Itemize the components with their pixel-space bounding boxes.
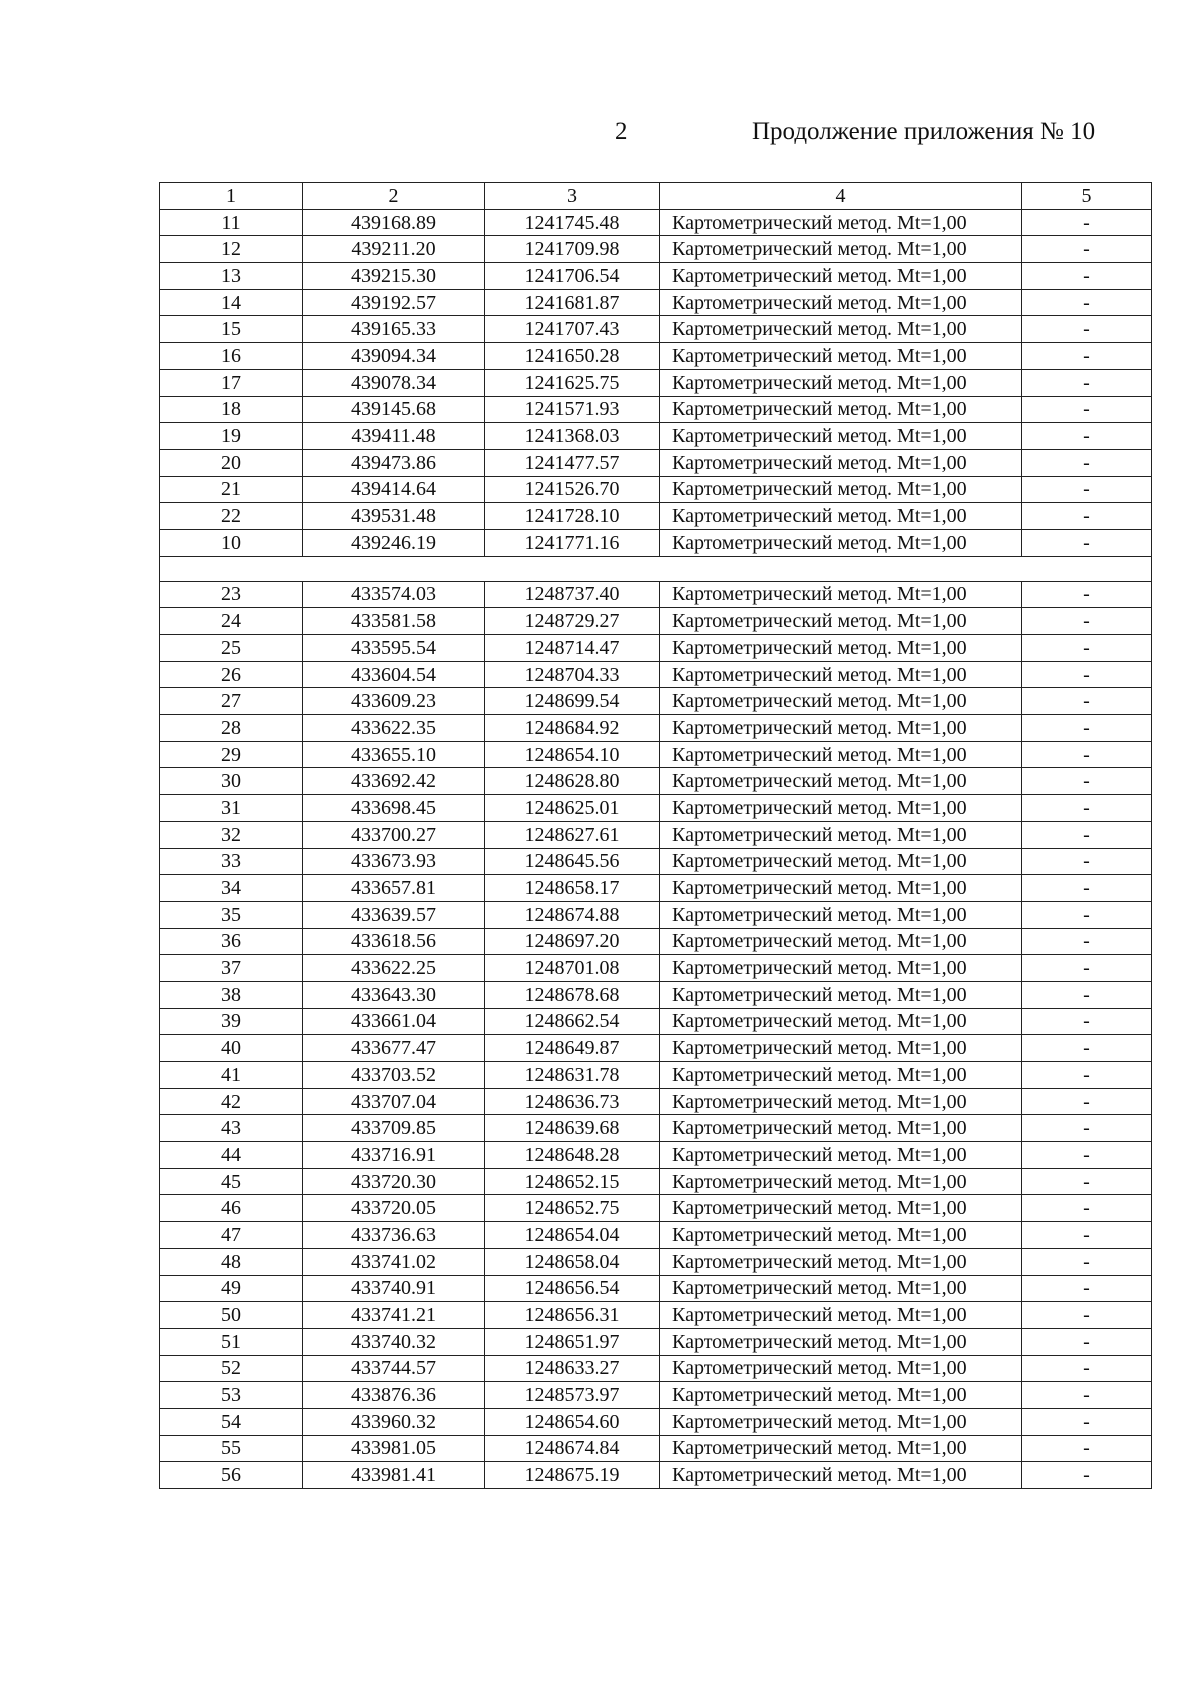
- y-coordinate-cell: 1248658.04: [485, 1248, 660, 1275]
- method-cell: Картометрический метод. Mt=1,00: [660, 1382, 1022, 1409]
- method-cell: Картометрический метод. Mt=1,00: [660, 981, 1022, 1008]
- x-coordinate-cell: 439414.64: [303, 476, 485, 503]
- method-cell: Картометрический метод. Mt=1,00: [660, 236, 1022, 263]
- y-coordinate-cell: 1248737.40: [485, 581, 660, 608]
- note-cell: -: [1022, 688, 1152, 715]
- note-cell: -: [1022, 449, 1152, 476]
- x-coordinate-cell: 433720.05: [303, 1195, 485, 1222]
- method-cell: Картометрический метод. Mt=1,00: [660, 503, 1022, 530]
- method-cell: Картометрический метод. Mt=1,00: [660, 209, 1022, 236]
- y-coordinate-cell: 1248729.27: [485, 608, 660, 635]
- x-coordinate-cell: 433622.35: [303, 715, 485, 742]
- method-cell: Картометрический метод. Mt=1,00: [660, 1142, 1022, 1169]
- header-cell-5: 5: [1022, 183, 1152, 210]
- table-row: [160, 369, 1152, 396]
- table-row: [160, 635, 1152, 662]
- note-cell: -: [1022, 635, 1152, 662]
- x-coordinate-cell: 439094.34: [303, 343, 485, 370]
- y-coordinate-cell: 1248697.20: [485, 928, 660, 955]
- point-number-cell: 19: [160, 423, 303, 450]
- table-row: [160, 981, 1152, 1008]
- y-coordinate-cell: 1248678.68: [485, 981, 660, 1008]
- method-cell: Картометрический метод. Mt=1,00: [660, 1462, 1022, 1489]
- table-row: [160, 1115, 1152, 1142]
- coordinates-table-body: [160, 183, 1152, 1489]
- method-cell: Картометрический метод. Mt=1,00: [660, 1275, 1022, 1302]
- point-number-cell: 28: [160, 715, 303, 742]
- table-row: [160, 529, 1152, 556]
- y-coordinate-cell: 1248675.19: [485, 1462, 660, 1489]
- table-row: [160, 1435, 1152, 1462]
- point-number-cell: 51: [160, 1328, 303, 1355]
- point-number-cell: 27: [160, 688, 303, 715]
- note-cell: -: [1022, 1115, 1152, 1142]
- point-number-cell: 56: [160, 1462, 303, 1489]
- point-number-cell: 55: [160, 1435, 303, 1462]
- y-coordinate-cell: 1248648.28: [485, 1142, 660, 1169]
- x-coordinate-cell: 439215.30: [303, 263, 485, 290]
- note-cell: -: [1022, 529, 1152, 556]
- y-coordinate-cell: 1241771.16: [485, 529, 660, 556]
- point-number-cell: 24: [160, 608, 303, 635]
- group-separator-cell: [160, 556, 1152, 581]
- method-cell: Картометрический метод. Mt=1,00: [660, 1035, 1022, 1062]
- table-row: [160, 1088, 1152, 1115]
- table-row: [160, 955, 1152, 982]
- y-coordinate-cell: 1248645.56: [485, 848, 660, 875]
- y-coordinate-cell: 1248639.68: [485, 1115, 660, 1142]
- table-row: [160, 476, 1152, 503]
- x-coordinate-cell: 433661.04: [303, 1008, 485, 1035]
- y-coordinate-cell: 1248573.97: [485, 1382, 660, 1409]
- x-coordinate-cell: 433700.27: [303, 821, 485, 848]
- y-coordinate-cell: 1241706.54: [485, 263, 660, 290]
- method-cell: Картометрический метод. Mt=1,00: [660, 476, 1022, 503]
- y-coordinate-cell: 1248701.08: [485, 955, 660, 982]
- table-row: [160, 1195, 1152, 1222]
- method-cell: Картометрический метод. Mt=1,00: [660, 608, 1022, 635]
- method-cell: Картометрический метод. Mt=1,00: [660, 661, 1022, 688]
- point-number-cell: 44: [160, 1142, 303, 1169]
- table-row: [160, 1355, 1152, 1382]
- note-cell: -: [1022, 1382, 1152, 1409]
- point-number-cell: 11: [160, 209, 303, 236]
- page-heading: Продолжение приложения № 10: [752, 118, 1096, 145]
- point-number-cell: 47: [160, 1222, 303, 1249]
- note-cell: -: [1022, 1435, 1152, 1462]
- method-cell: Картометрический метод. Mt=1,00: [660, 848, 1022, 875]
- header-cell-2: 2: [303, 183, 485, 210]
- method-cell: Картометрический метод. Mt=1,00: [660, 768, 1022, 795]
- table-row: [160, 1408, 1152, 1435]
- table-row: [160, 1328, 1152, 1355]
- method-cell: Картометрический метод. Mt=1,00: [660, 635, 1022, 662]
- x-coordinate-cell: 433703.52: [303, 1062, 485, 1089]
- y-coordinate-cell: 1248625.01: [485, 795, 660, 822]
- point-number-cell: 42: [160, 1088, 303, 1115]
- method-cell: Картометрический метод. Mt=1,00: [660, 263, 1022, 290]
- x-coordinate-cell: 433677.47: [303, 1035, 485, 1062]
- point-number-cell: 52: [160, 1355, 303, 1382]
- table-header-row: [160, 183, 1152, 210]
- y-coordinate-cell: 1241707.43: [485, 316, 660, 343]
- x-coordinate-cell: 433740.32: [303, 1328, 485, 1355]
- table-row: [160, 661, 1152, 688]
- point-number-cell: 54: [160, 1408, 303, 1435]
- x-coordinate-cell: 433618.56: [303, 928, 485, 955]
- note-cell: -: [1022, 1275, 1152, 1302]
- note-cell: -: [1022, 263, 1152, 290]
- note-cell: -: [1022, 316, 1152, 343]
- point-number-cell: 20: [160, 449, 303, 476]
- note-cell: -: [1022, 795, 1152, 822]
- point-number-cell: 53: [160, 1382, 303, 1409]
- x-coordinate-cell: 433622.25: [303, 955, 485, 982]
- y-coordinate-cell: 1248654.10: [485, 741, 660, 768]
- point-number-cell: 17: [160, 369, 303, 396]
- note-cell: -: [1022, 1008, 1152, 1035]
- header-cell-3: 3: [485, 183, 660, 210]
- note-cell: -: [1022, 343, 1152, 370]
- coordinates-table: [159, 182, 1152, 1489]
- note-cell: -: [1022, 768, 1152, 795]
- y-coordinate-cell: 1248714.47: [485, 635, 660, 662]
- x-coordinate-cell: 439411.48: [303, 423, 485, 450]
- table-row: [160, 343, 1152, 370]
- x-coordinate-cell: 439531.48: [303, 503, 485, 530]
- y-coordinate-cell: 1248633.27: [485, 1355, 660, 1382]
- table-row: [160, 1248, 1152, 1275]
- point-number-cell: 21: [160, 476, 303, 503]
- y-coordinate-cell: 1248627.61: [485, 821, 660, 848]
- method-cell: Картометрический метод. Mt=1,00: [660, 1355, 1022, 1382]
- x-coordinate-cell: 433639.57: [303, 901, 485, 928]
- point-number-cell: 33: [160, 848, 303, 875]
- method-cell: Картометрический метод. Mt=1,00: [660, 928, 1022, 955]
- method-cell: Картометрический метод. Mt=1,00: [660, 821, 1022, 848]
- method-cell: Картометрический метод. Mt=1,00: [660, 688, 1022, 715]
- x-coordinate-cell: 439473.86: [303, 449, 485, 476]
- x-coordinate-cell: 433604.54: [303, 661, 485, 688]
- x-coordinate-cell: 433744.57: [303, 1355, 485, 1382]
- point-number-cell: 31: [160, 795, 303, 822]
- point-number-cell: 46: [160, 1195, 303, 1222]
- x-coordinate-cell: 433655.10: [303, 741, 485, 768]
- x-coordinate-cell: 439211.20: [303, 236, 485, 263]
- method-cell: Картометрический метод. Mt=1,00: [660, 1248, 1022, 1275]
- point-number-cell: 37: [160, 955, 303, 982]
- y-coordinate-cell: 1248649.87: [485, 1035, 660, 1062]
- point-number-cell: 50: [160, 1302, 303, 1329]
- x-coordinate-cell: 433981.41: [303, 1462, 485, 1489]
- table-row: [160, 503, 1152, 530]
- x-coordinate-cell: 439078.34: [303, 369, 485, 396]
- note-cell: -: [1022, 209, 1152, 236]
- note-cell: -: [1022, 1088, 1152, 1115]
- table-row: [160, 1035, 1152, 1062]
- x-coordinate-cell: 433657.81: [303, 875, 485, 902]
- group-separator-row: [160, 556, 1152, 581]
- note-cell: -: [1022, 1168, 1152, 1195]
- y-coordinate-cell: 1248656.54: [485, 1275, 660, 1302]
- point-number-cell: 49: [160, 1275, 303, 1302]
- point-number-cell: 29: [160, 741, 303, 768]
- x-coordinate-cell: 433692.42: [303, 768, 485, 795]
- x-coordinate-cell: 439145.68: [303, 396, 485, 423]
- point-number-cell: 15: [160, 316, 303, 343]
- method-cell: Картометрический метод. Mt=1,00: [660, 875, 1022, 902]
- x-coordinate-cell: 433876.36: [303, 1382, 485, 1409]
- note-cell: -: [1022, 396, 1152, 423]
- point-number-cell: 12: [160, 236, 303, 263]
- note-cell: -: [1022, 1195, 1152, 1222]
- note-cell: -: [1022, 608, 1152, 635]
- note-cell: -: [1022, 848, 1152, 875]
- note-cell: -: [1022, 369, 1152, 396]
- x-coordinate-cell: 433673.93: [303, 848, 485, 875]
- note-cell: -: [1022, 1222, 1152, 1249]
- note-cell: -: [1022, 1408, 1152, 1435]
- note-cell: -: [1022, 581, 1152, 608]
- point-number-cell: 23: [160, 581, 303, 608]
- method-cell: Картометрический метод. Mt=1,00: [660, 741, 1022, 768]
- method-cell: Картометрический метод. Mt=1,00: [660, 1168, 1022, 1195]
- method-cell: Картометрический метод. Mt=1,00: [660, 1062, 1022, 1089]
- note-cell: -: [1022, 981, 1152, 1008]
- x-coordinate-cell: 433574.03: [303, 581, 485, 608]
- page-number: 2: [615, 118, 628, 145]
- x-coordinate-cell: 433581.58: [303, 608, 485, 635]
- table-row: [160, 795, 1152, 822]
- y-coordinate-cell: 1248636.73: [485, 1088, 660, 1115]
- note-cell: -: [1022, 1462, 1152, 1489]
- table-row: [160, 236, 1152, 263]
- table-row: [160, 848, 1152, 875]
- note-cell: -: [1022, 901, 1152, 928]
- note-cell: -: [1022, 1062, 1152, 1089]
- y-coordinate-cell: 1248656.31: [485, 1302, 660, 1329]
- table-row: [160, 715, 1152, 742]
- note-cell: -: [1022, 476, 1152, 503]
- point-number-cell: 36: [160, 928, 303, 955]
- table-row: [160, 1275, 1152, 1302]
- coordinates-table-container: [159, 182, 1151, 1489]
- table-row: [160, 316, 1152, 343]
- y-coordinate-cell: 1241368.03: [485, 423, 660, 450]
- y-coordinate-cell: 1241728.10: [485, 503, 660, 530]
- y-coordinate-cell: 1241745.48: [485, 209, 660, 236]
- y-coordinate-cell: 1248674.84: [485, 1435, 660, 1462]
- x-coordinate-cell: 439168.89: [303, 209, 485, 236]
- method-cell: Картометрический метод. Mt=1,00: [660, 1008, 1022, 1035]
- y-coordinate-cell: 1241709.98: [485, 236, 660, 263]
- header-cell-1: 1: [160, 183, 303, 210]
- method-cell: Картометрический метод. Mt=1,00: [660, 369, 1022, 396]
- table-row: [160, 768, 1152, 795]
- x-coordinate-cell: 433707.04: [303, 1088, 485, 1115]
- y-coordinate-cell: 1248631.78: [485, 1062, 660, 1089]
- method-cell: Картометрический метод. Mt=1,00: [660, 955, 1022, 982]
- table-row: [160, 1008, 1152, 1035]
- y-coordinate-cell: 1241681.87: [485, 289, 660, 316]
- note-cell: -: [1022, 503, 1152, 530]
- x-coordinate-cell: 433960.32: [303, 1408, 485, 1435]
- note-cell: -: [1022, 1248, 1152, 1275]
- point-number-cell: 40: [160, 1035, 303, 1062]
- y-coordinate-cell: 1248658.17: [485, 875, 660, 902]
- y-coordinate-cell: 1248654.04: [485, 1222, 660, 1249]
- table-row: [160, 741, 1152, 768]
- note-cell: -: [1022, 423, 1152, 450]
- method-cell: Картометрический метод. Mt=1,00: [660, 901, 1022, 928]
- table-row: [160, 1302, 1152, 1329]
- note-cell: -: [1022, 661, 1152, 688]
- x-coordinate-cell: 433716.91: [303, 1142, 485, 1169]
- table-row: [160, 1222, 1152, 1249]
- note-cell: -: [1022, 1355, 1152, 1382]
- point-number-cell: 41: [160, 1062, 303, 1089]
- method-cell: Картометрический метод. Mt=1,00: [660, 343, 1022, 370]
- note-cell: -: [1022, 955, 1152, 982]
- point-number-cell: 22: [160, 503, 303, 530]
- y-coordinate-cell: 1248674.88: [485, 901, 660, 928]
- note-cell: -: [1022, 1302, 1152, 1329]
- table-row: [160, 821, 1152, 848]
- point-number-cell: 43: [160, 1115, 303, 1142]
- point-number-cell: 14: [160, 289, 303, 316]
- method-cell: Картометрический метод. Mt=1,00: [660, 1302, 1022, 1329]
- note-cell: -: [1022, 715, 1152, 742]
- point-number-cell: 45: [160, 1168, 303, 1195]
- y-coordinate-cell: 1248684.92: [485, 715, 660, 742]
- x-coordinate-cell: 433609.23: [303, 688, 485, 715]
- x-coordinate-cell: 433741.02: [303, 1248, 485, 1275]
- method-cell: Картометрический метод. Mt=1,00: [660, 1328, 1022, 1355]
- point-number-cell: 25: [160, 635, 303, 662]
- point-number-cell: 13: [160, 263, 303, 290]
- point-number-cell: 39: [160, 1008, 303, 1035]
- table-row: [160, 449, 1152, 476]
- table-row: [160, 1382, 1152, 1409]
- method-cell: Картометрический метод. Mt=1,00: [660, 316, 1022, 343]
- table-row: [160, 688, 1152, 715]
- table-row: [160, 875, 1152, 902]
- y-coordinate-cell: 1248652.15: [485, 1168, 660, 1195]
- table-row: [160, 289, 1152, 316]
- table-row: [160, 1062, 1152, 1089]
- y-coordinate-cell: 1248699.54: [485, 688, 660, 715]
- table-row: [160, 209, 1152, 236]
- point-number-cell: 38: [160, 981, 303, 1008]
- method-cell: Картометрический метод. Mt=1,00: [660, 1408, 1022, 1435]
- x-coordinate-cell: 433736.63: [303, 1222, 485, 1249]
- point-number-cell: 16: [160, 343, 303, 370]
- table-row: [160, 581, 1152, 608]
- y-coordinate-cell: 1241650.28: [485, 343, 660, 370]
- note-cell: -: [1022, 928, 1152, 955]
- y-coordinate-cell: 1248652.75: [485, 1195, 660, 1222]
- point-number-cell: 35: [160, 901, 303, 928]
- point-number-cell: 30: [160, 768, 303, 795]
- header-cell-4: 4: [660, 183, 1022, 210]
- method-cell: Картометрический метод. Mt=1,00: [660, 1088, 1022, 1115]
- method-cell: Картометрический метод. Mt=1,00: [660, 795, 1022, 822]
- note-cell: -: [1022, 741, 1152, 768]
- table-row: [160, 901, 1152, 928]
- table-row: [160, 396, 1152, 423]
- x-coordinate-cell: 433740.91: [303, 1275, 485, 1302]
- method-cell: Картометрический метод. Mt=1,00: [660, 1435, 1022, 1462]
- x-coordinate-cell: 433720.30: [303, 1168, 485, 1195]
- y-coordinate-cell: 1241526.70: [485, 476, 660, 503]
- method-cell: Картометрический метод. Mt=1,00: [660, 396, 1022, 423]
- method-cell: Картометрический метод. Mt=1,00: [660, 529, 1022, 556]
- x-coordinate-cell: 433643.30: [303, 981, 485, 1008]
- method-cell: Картометрический метод. Mt=1,00: [660, 423, 1022, 450]
- y-coordinate-cell: 1248654.60: [485, 1408, 660, 1435]
- point-number-cell: 32: [160, 821, 303, 848]
- x-coordinate-cell: 433741.21: [303, 1302, 485, 1329]
- y-coordinate-cell: 1241571.93: [485, 396, 660, 423]
- point-number-cell: 34: [160, 875, 303, 902]
- note-cell: -: [1022, 236, 1152, 263]
- x-coordinate-cell: 433595.54: [303, 635, 485, 662]
- x-coordinate-cell: 439165.33: [303, 316, 485, 343]
- point-number-cell: 18: [160, 396, 303, 423]
- note-cell: -: [1022, 1328, 1152, 1355]
- y-coordinate-cell: 1248628.80: [485, 768, 660, 795]
- x-coordinate-cell: 439246.19: [303, 529, 485, 556]
- note-cell: -: [1022, 875, 1152, 902]
- x-coordinate-cell: 433698.45: [303, 795, 485, 822]
- table-row: [160, 1168, 1152, 1195]
- table-row: [160, 423, 1152, 450]
- y-coordinate-cell: 1241477.57: [485, 449, 660, 476]
- y-coordinate-cell: 1248651.97: [485, 1328, 660, 1355]
- x-coordinate-cell: 433709.85: [303, 1115, 485, 1142]
- method-cell: Картометрический метод. Mt=1,00: [660, 289, 1022, 316]
- table-row: [160, 928, 1152, 955]
- table-row: [160, 1142, 1152, 1169]
- note-cell: -: [1022, 1035, 1152, 1062]
- y-coordinate-cell: 1241625.75: [485, 369, 660, 396]
- note-cell: -: [1022, 821, 1152, 848]
- method-cell: Картометрический метод. Mt=1,00: [660, 1115, 1022, 1142]
- x-coordinate-cell: 433981.05: [303, 1435, 485, 1462]
- note-cell: -: [1022, 289, 1152, 316]
- table-row: [160, 1462, 1152, 1489]
- method-cell: Картометрический метод. Mt=1,00: [660, 449, 1022, 476]
- method-cell: Картометрический метод. Mt=1,00: [660, 1195, 1022, 1222]
- y-coordinate-cell: 1248662.54: [485, 1008, 660, 1035]
- point-number-cell: 10: [160, 529, 303, 556]
- point-number-cell: 26: [160, 661, 303, 688]
- y-coordinate-cell: 1248704.33: [485, 661, 660, 688]
- method-cell: Картометрический метод. Mt=1,00: [660, 581, 1022, 608]
- table-row: [160, 263, 1152, 290]
- method-cell: Картометрический метод. Mt=1,00: [660, 715, 1022, 742]
- method-cell: Картометрический метод. Mt=1,00: [660, 1222, 1022, 1249]
- table-row: [160, 608, 1152, 635]
- note-cell: -: [1022, 1142, 1152, 1169]
- point-number-cell: 48: [160, 1248, 303, 1275]
- x-coordinate-cell: 439192.57: [303, 289, 485, 316]
